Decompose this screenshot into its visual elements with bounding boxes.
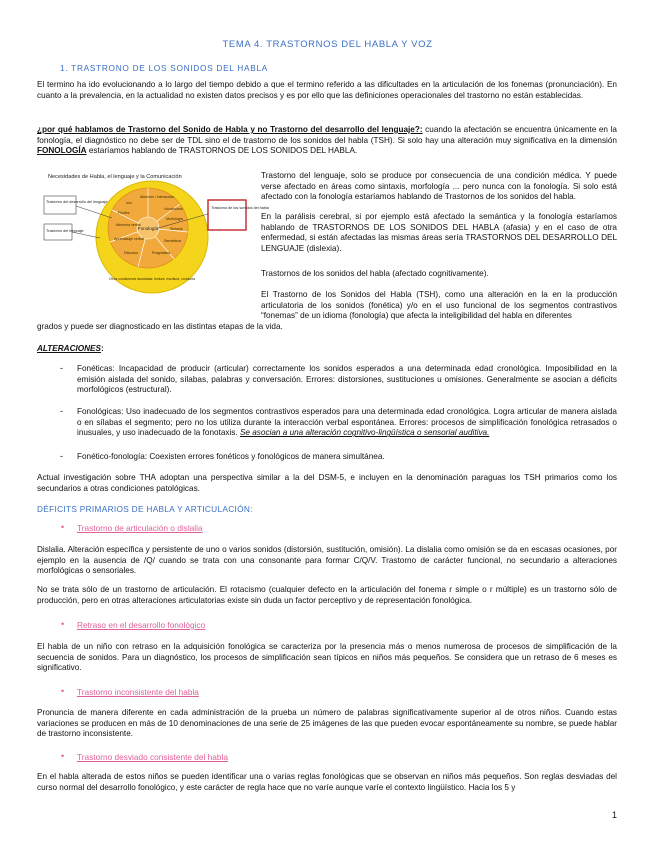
right-col-paragraph-3: Trastornos de los sonidos del habla (afectado cognitivamente). — [261, 269, 489, 278]
slice-label: Aprendizaje verbal — [114, 237, 144, 241]
alteracion-fonologicas: Fonológicas: Uso inadecuado de los segmentos contrastivos esperados para una determinada edad cronológica. Logra articular de manera aislada o en sílabas el segmento; pero no los utiliza durante la interacción verbal espontánea. Errores: procesos de simplificación fonológica retrasados o inusuales, y uso inadecuado de la fonotaxis. Se asocian a una alteración cognitivo-lingüística o sensorial auditiva. — [77, 407, 617, 438]
dsm-paragraph: Actual investigación sobre THA adoptan una perspectiva similar a la del DSM-5, e incluyen en la denominación paraguas los TSH primarios como los secundarios a otras condiciones patológicas. — [37, 473, 617, 493]
slice-label: Morfología — [166, 217, 183, 221]
left-box-tdl — [44, 196, 76, 214]
deficits-heading: DÉFICITS PRIMARIOS DE HABLA Y ARTICULACIÓN: — [37, 504, 253, 514]
bullet-dash: - — [60, 363, 63, 373]
right-box-tsh — [208, 200, 246, 230]
page-title: TEMA 4. TRASTORNOS DEL HABLA Y VOZ — [222, 39, 433, 50]
fonologia-term: FONOLOGÍA — [37, 146, 87, 156]
alteraciones-heading: ALTERACIONES: — [37, 344, 104, 353]
alteracion-fonetico-fonologia: Fonético-fonología: Coexisten errores fonéticos y fonológicos de manera simultánea. — [77, 452, 385, 461]
left-box-2-label: Trastorno del lenguaje — [46, 229, 84, 233]
section-heading: 1. TRASTRONO DE LOS SONIDOS DEL HABLA — [60, 63, 269, 73]
subsection-title-desviado: Trastorno desviado consistente del habla — [77, 752, 228, 762]
dislalia-paragraph-2: No se trata sólo de un trastorno de articulación. El rotacismo (cualquier defecto en la articulación del fonema r simple o r múltiple) es un trastorno sólo de producción, pero en otras alteraciones articulatorias existe sin duda un factor perceptivo y de representación fonológica. — [37, 585, 617, 605]
slice-label: Vocabulario — [164, 207, 183, 211]
figure-title: Necesidades de Habla, el lenguaje y la Comunicación — [48, 174, 182, 180]
alteracion-foneticas: Fonéticas: Incapacidad de producir (articular) correctamente los sonidos esperados a una determinada edad cronológica. Imposibilidad en la emisión aislada del sonido, sílabas, palabras y conversación. Errores: distorsiones, sustituciones u omisiones. Generalmente se asocian a déficits morfológicos (estructural). — [77, 364, 617, 395]
inconsistente-paragraph: Pronuncia de manera diferente en cada administración de la prueba un número de palabras significativamente superior al de otros niños. Cuando estas variaciones se producen en más de 10 denominaciones de una serie de 25 imágenes de las que pueden evocar espontáneamente su nombre, se puede hablar de trastorno inconsistente. — [37, 708, 617, 739]
bullet-dash: - — [60, 406, 63, 416]
bullet-dot: • — [61, 686, 65, 696]
subsection-title-inconsistente: Trastorno inconsistente del habla — [77, 687, 199, 697]
right-box-label: Trastorno de los sonidos del habla — [211, 206, 269, 210]
right-col-paragraph-1: Trastorno del lenguaje, solo se produce por consecuencia de una condición médica. Y puede verse afectado en áreas como sintaxis, morfología ... pero nunca con la fonología. Si solo está afectado con la fonología estaríamos hablando de Trastornos de los sonidos del habla. — [261, 171, 617, 202]
question-paragraph — [37, 125, 617, 157]
bullet-dot: • — [61, 522, 65, 532]
bullet-dot: • — [61, 619, 65, 629]
slice-label: Discurso — [124, 251, 138, 255]
outer-label: Otras condiciones asociadas: lectura, escritura, conducta — [109, 277, 195, 281]
left-box-1-label: Trastorno del desarrollo del lenguaje — [46, 200, 108, 204]
tsh-paragraph-part2: grados y puede ser diagnosticado en las distintas etapas de la vida. — [37, 322, 283, 331]
bullet-dot: • — [61, 751, 65, 761]
tsh-paragraph-part1: El Trastorno de los Sonidos del Habla (TSH), como una alteración en la en la producción articulatoria de los sonidos (fonética) y/o en el uso funcional de los segmentos contrastivos “fonemas” de un idioma (fonología) que afecta la inteligibilidad del habla en diferentes — [261, 290, 617, 321]
diagram-svg — [40, 170, 269, 295]
subsection-title-retraso: Retraso en el desarrollo fonológico — [77, 620, 206, 630]
intro-paragraph: El termino ha ido evolucionando a lo largo del tiempo debido a que el termino referido a las dificultades en la articulación de los fonemas (pronunciación). En cuanto a la prevalencia, en la actualidad no existen datos precisos y es por ello que las definiciones operacionales del trastorno no están establecidas. — [37, 80, 617, 100]
desviado-paragraph: En el habla alterada de estos niños se pueden identificar una o varias reglas fonológicas que se observan en niños más pequeños. Son reglas desviadas del curso normal del desarrollo fonológico, y este carácter de regla hace que no varíe aunque varíe el contexto lingüístico. Hacia los 5 y — [37, 772, 617, 792]
subsection-title-dislalia: Trastorno de articulación o dislalia — [77, 523, 203, 533]
slice-label: Voz — [126, 201, 132, 205]
right-col-paragraph-2: En la parálisis cerebral, si por ejemplo está afectado la semántica y la fonología estaríamos hablando de TRASTORNOS DE LOS SONIDOS DEL HABLA (afasia) y en el caso de otra enfermedad, si están afectadas las mismas áreas sería TRASTORNOS DEL DESARROLLO DEL LENGUAJE (dislexia). — [261, 212, 617, 253]
page-number: 1 — [612, 810, 618, 820]
slice-label: Atención / interacción — [140, 195, 175, 199]
question-text-1: cuando la afectación se encuentra únicamente en la fonología, el diagnóstico no debe ser de TDL sino el de trastorno de los sonidos del habla (TSH). Si solo hay una alteración muy significativa en la dimensión — [37, 125, 617, 145]
dislalia-paragraph-1: Dislalia. Alteración específica y persistente de uno o varios sonidos (distorsión, sustitución, omisión). La dislalia como omisión se da en escasas ocasiones, por ejemplo en la ausencia de /Q/ cuando se trata con una consonante para formar C/Q/V. Trastorno de carácter funcional, no secundario a alteraciones morfológicas o sensoriales. — [37, 545, 617, 576]
slice-label: Memoria verbal — [116, 223, 141, 227]
retraso-paragraph: El habla de un niño con retraso en la adquisición fonológica se caracteriza por la presencia más o menos numerosa de procesos de simplificación de la secuencia de sonidos. Para un diagnóstico, los procesos de simplificación sean típicos en niños más pequeños. Se considera que un retraso de 6 meses es significativo. — [37, 642, 617, 673]
question-lead: ¿por qué hablamos de Trastorno del Sonido de Habla y no Trastorno del desarrollo del lenguaje?: — [37, 125, 423, 134]
question-text-2: estaríamos hablando de TRASTORNOS DE LOS SONIDOS DEL HABLA. — [86, 146, 358, 156]
bullet-dash: - — [60, 451, 63, 461]
slice-label: Sintaxis — [170, 227, 183, 231]
slice-label: Semántica — [164, 239, 181, 243]
center-label: Fonología — [137, 226, 159, 231]
slice-label: Fluidez — [118, 211, 130, 215]
emphasis-text: Se asocian a una alteración cognitivo-lingüística o sensorial auditiva. — [239, 428, 490, 438]
slice-label: Pragmática — [152, 251, 171, 255]
diagram-figure — [40, 170, 269, 295]
